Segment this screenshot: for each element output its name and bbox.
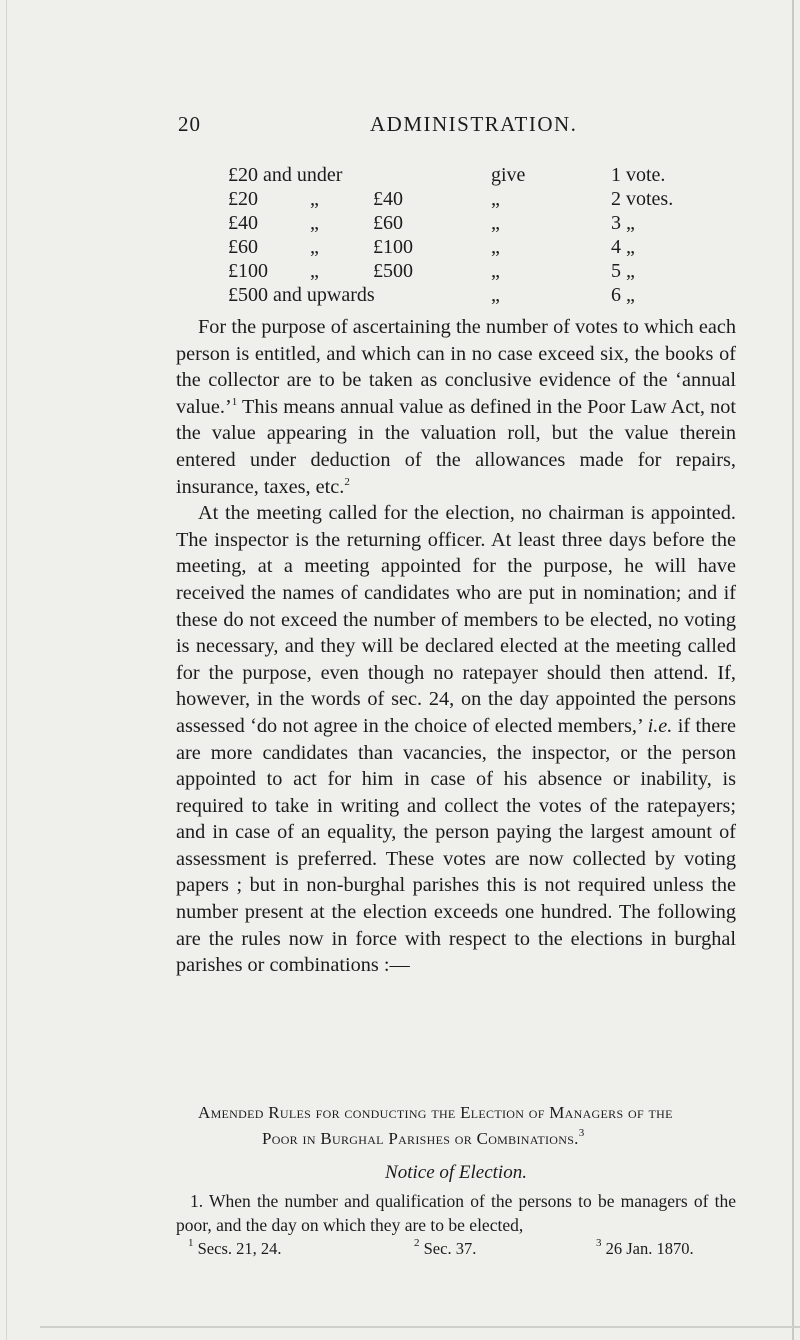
body-text bbox=[176, 314, 736, 979]
footnote-ref: 1 bbox=[231, 395, 238, 408]
vote-count: 4 „ bbox=[611, 236, 635, 258]
value-to: £40 bbox=[373, 188, 403, 210]
value-from: £20 bbox=[228, 188, 258, 210]
footnote: $^3$ 26 Jan. 1870. bbox=[596, 1237, 694, 1258]
give-label: „ bbox=[491, 212, 500, 234]
footnote-ref: 3 bbox=[578, 1127, 585, 1139]
page-edge-bottom bbox=[40, 1326, 800, 1328]
give-label: give bbox=[491, 164, 526, 186]
give-label: „ bbox=[491, 236, 500, 258]
ditto-mark: „ bbox=[310, 260, 319, 282]
ditto-mark: „ bbox=[310, 188, 319, 210]
value-from: £100 bbox=[228, 260, 268, 282]
vote-scale-table bbox=[228, 164, 748, 308]
value-to: £60 bbox=[373, 212, 403, 234]
ditto-mark: „ bbox=[310, 236, 319, 258]
vote-count: 6 „ bbox=[611, 284, 635, 306]
table-row bbox=[228, 212, 748, 236]
vote-count: 1 vote. bbox=[611, 164, 666, 186]
give-label: „ bbox=[491, 284, 500, 306]
vote-count: 3 „ bbox=[611, 212, 635, 234]
value-from: £20 and under bbox=[228, 164, 343, 186]
value-from: £40 bbox=[228, 212, 258, 234]
vote-count: 2 votes. bbox=[611, 188, 674, 210]
amended-rules-heading: Amended Rules for conducting the Election of Managers of the Poor in Burghal Parishes or Combinations.$^3$ bbox=[198, 1103, 673, 1148]
value-to: £500 bbox=[373, 260, 413, 282]
footnote-ref: 2 bbox=[344, 475, 350, 488]
paragraph-votes: For the purpose of ascertaining the number of votes to which each person is entitled, and which can in no case exceed six, the books of the collector are to be taken as conclusive evidence of the ‘annual value.’$^1$ This means annual value as defined in the Poor Law Act, not the value appearing in the valuation roll, but the value therein entered under deduction of the allowances made for repairs, insurance, taxes, etc.$^2$ bbox=[176, 316, 736, 498]
table-row bbox=[228, 260, 748, 284]
footnote: $^2$ Sec. 37. bbox=[414, 1237, 477, 1258]
give-label: „ bbox=[491, 260, 500, 282]
page-edge-left bbox=[6, 0, 7, 1340]
table-row bbox=[228, 164, 748, 188]
value-from: £60 bbox=[228, 236, 258, 258]
footnote: $^1$ Secs. 21, 24. bbox=[188, 1237, 282, 1258]
vote-count: 5 „ bbox=[611, 260, 635, 282]
ditto-mark: „ bbox=[310, 212, 319, 234]
page-number: 20 bbox=[178, 112, 201, 136]
rule-one: 1. When the number and qualification of the persons to be managers of the poor, and the day on which they are to be elected, bbox=[176, 1191, 736, 1235]
notice-title: Notice of Election. bbox=[385, 1162, 527, 1183]
page-edge-right bbox=[792, 0, 794, 1340]
value-to: £100 bbox=[373, 236, 413, 258]
value-from: £500 and upwards bbox=[228, 284, 375, 306]
paragraph-meeting: At the meeting called for the election, no chairman is appointed. The inspector is the returning officer. At least three days before the meeting, at a meeting appointed for the purpose, he will have received the names of candidates who are put in nomination; and if these do not exceed the number of members to be elected, no voting is necessary, and they will be declared elected at the meeting called for the purpose, even though no ratepayer should then attend. If, however, in the words of sec. 24, on the day appointed the persons assessed ‘do not agree in the choice of elected members,’ i.e. if there are more candidates than vacancies, the inspector, or the person appointed to act for him in case of his absence or inability, is required to take in writing and collect the votes of the ratepayers; and in case of an equality, the person paying the largest amount of assessment is preferred. These votes are now collected by voting papers ; but in non-burghal parishes this is not required unless the number present at the election exceeds one hundred. The following are the rules now in force with respect to the elections in burghal parishes or combinations :— bbox=[176, 502, 737, 977]
table-row bbox=[228, 284, 748, 308]
table-row bbox=[228, 236, 748, 260]
table-row bbox=[228, 188, 748, 212]
running-title: ADMINISTRATION. bbox=[370, 112, 578, 136]
give-label: „ bbox=[491, 188, 500, 210]
